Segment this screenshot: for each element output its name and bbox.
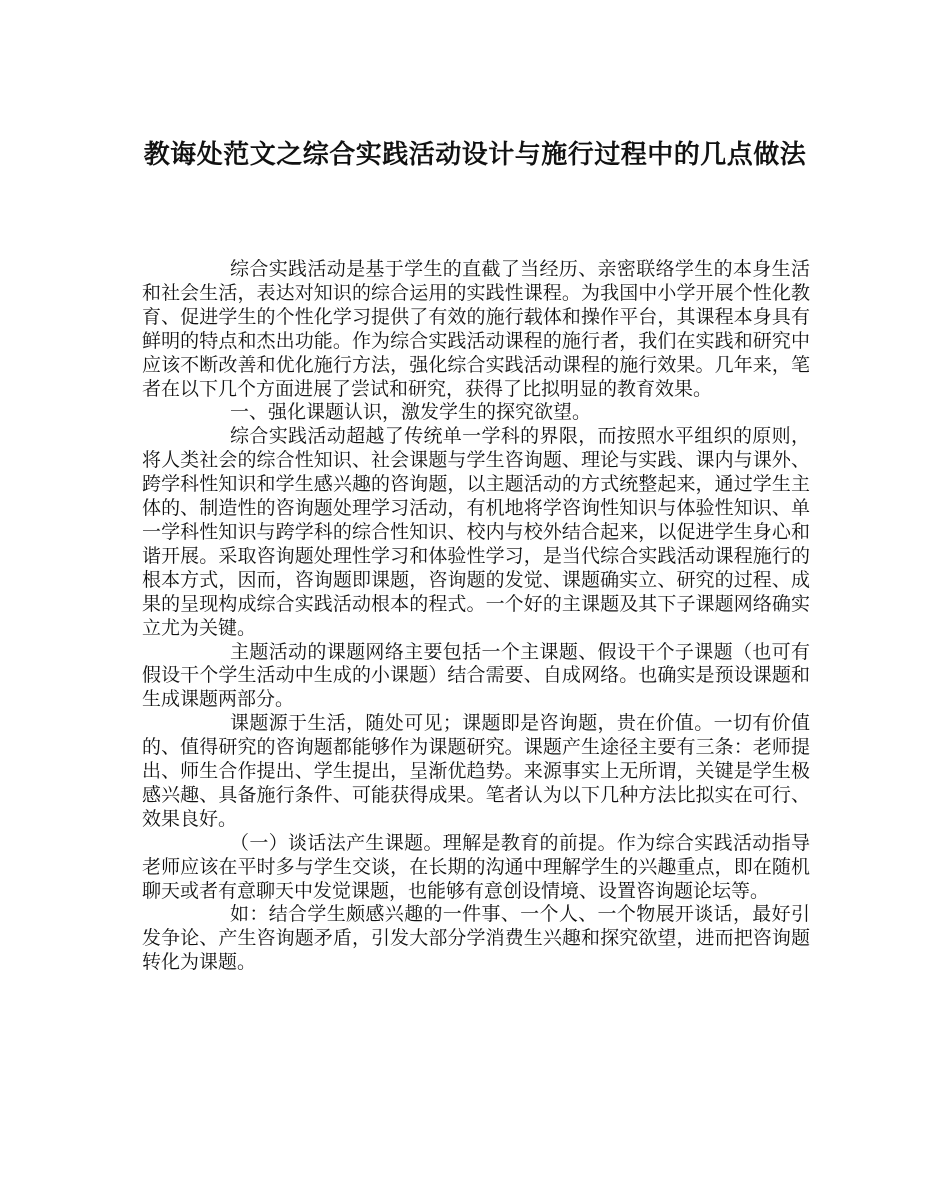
body-paragraph: 主题活动的课题网络主要包括一个主课题、假设干个子课题（也可有假设干个学生活动中生成的小课题）结合需要、自成网络。也确实是预设课题和生成课题两部分。 — [142, 640, 810, 711]
body-paragraph: （一）谈话法产生课题。理解是教育的前提。作为综合实践活动指导老师应该在平时多与学生交谈，在长期的沟通中理解学生的兴趣重点，即在随机聊天或者有意聊天中发觉课题，也能够有意创设情境、设置咨询题论坛等。 — [142, 831, 810, 902]
body-paragraph: 如：结合学生颇感兴趣的一件事、一个人、一个物展开谈话，最好引发争论、产生咨询题矛盾，引发大部分学消费生兴趣和探究欲望，进而把咨询题转化为课题。 — [142, 903, 810, 974]
body-paragraph: 综合实践活动是基于学生的直截了当经历、亲密联络学生的本身生活和社会生活，表达对知识的综合运用的实践性课程。为我国中小学开展个性化教育、促进学生的个性化学习提供了有效的施行载体和操作平台，其课程本身具有鲜明的特点和杰出功能。作为综合实践活动课程的施行者，我们在实践和研究中应该不断改善和优化施行方法，强化综合实践活动课程的施行效果。几年来，笔者在以下几个方面进展了尝试和研究，获得了比拟明显的教育效果。 — [142, 258, 810, 400]
document-title: 教诲处范文之综合实践活动设计与施行过程中的几点做法 — [143, 140, 807, 170]
document-body — [142, 258, 810, 975]
body-paragraph: 课题源于生活，随处可见；课题即是咨询题，贵在价值。一切有价值的、值得研究的咨询题都能够作为课题研究。课题产生途径主要有三条：老师提出、师生合作提出、学生提出，呈渐优趋势。来源事实上无所谓，关键是学生极感兴趣、具备施行条件、可能获得成果。笔者认为以下几种方法比拟实在可行、效果良好。 — [142, 712, 810, 830]
body-paragraph: 综合实践活动超越了传统单一学科的界限，而按照水平组织的原则，将人类社会的综合性知识、社会课题与学生咨询题、理论与实践、课内与课外、跨学科性知识和学生感兴趣的咨询题，以主题活动的方式统整起来，通过学生主体的、制造性的咨询题处理学习活动，有机地将学咨询性知识与体验性知识、单一学科性知识与跨学科的综合性知识、校内与校外结合起来，以促进学生身心和谐开展。采取咨询题处理性学习和体验性学习，是当代综合实践活动课程施行的根本方式，因而，咨询题即课题，咨询题的发觉、课题确实立、研究的过程、成果的呈现构成综合实践活动根本的程式。一个好的主课题及其下子课题网络确实立尤为关键。 — [142, 425, 810, 639]
section-heading: 一、强化课题认识，激发学生的探究欲望。 — [230, 401, 592, 424]
